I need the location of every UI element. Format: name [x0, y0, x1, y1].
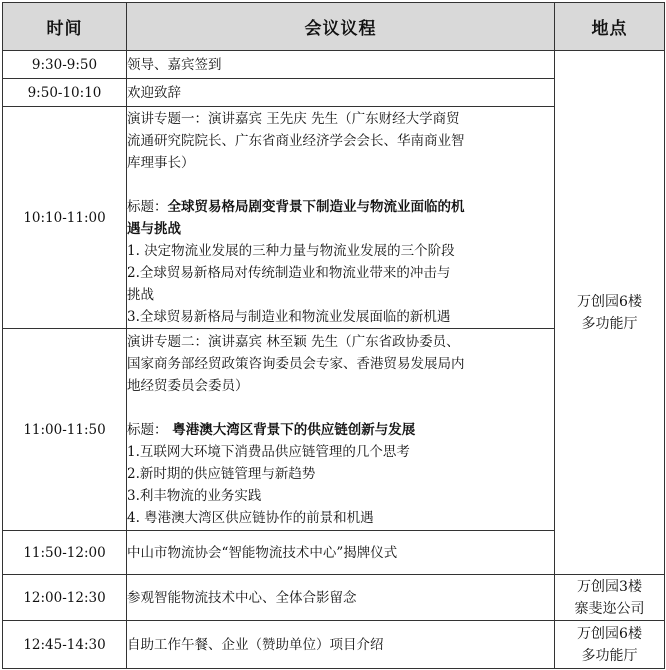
- table-row: [3, 575, 665, 621]
- spacer: [127, 174, 554, 196]
- agenda-cell: 参观智能物流技术中心、全体合影留念: [127, 575, 555, 621]
- agenda-cell: 欢迎致辞: [127, 79, 555, 107]
- talk-title: [127, 196, 554, 218]
- time-cell: 9:50-10:10: [3, 79, 127, 107]
- point-item: 1.互联网大环境下消费品供应链管理的几个思考: [127, 443, 410, 460]
- speaker-line: 流通研究院院长、广东省商业经济学会会长、华南商业智: [127, 132, 465, 149]
- header-row: [3, 3, 665, 51]
- location-line: 万创园3楼: [577, 578, 642, 595]
- agenda-cell-talk-2: [127, 329, 555, 531]
- title-label: 标题：: [127, 198, 168, 215]
- location-cell-lunch: [555, 621, 665, 669]
- title-label: 标题：: [127, 421, 168, 438]
- time-cell: 12:00-12:30: [3, 575, 127, 621]
- location-line: 多功能厅: [581, 647, 638, 664]
- speaker-line: 演讲专题一：演讲嘉宾 王先庆 先生（广东财经大学商贸: [127, 110, 460, 127]
- speaker-line: 国家商务部经贸政策咨询委员会专家、香港贸易发展局内: [127, 355, 465, 372]
- time-cell: 11:50-12:00: [3, 531, 127, 575]
- point-item: 1. 决定物流业发展的三种力量与物流业发展的三个阶段: [127, 242, 455, 259]
- location-line: 寨斐迩公司: [574, 600, 645, 617]
- agenda-cell: 中山市物流协会“智能物流技术中心”揭牌仪式: [127, 531, 555, 575]
- speaker-line: 演讲专题二：演讲嘉宾 林至颖 先生（广东省政协委员、: [127, 333, 460, 350]
- header-location: 地点: [555, 3, 665, 51]
- point-item: 2.全球贸易新格局对传统制造业和物流业带来的冲击与: [127, 264, 451, 281]
- table-row: [3, 621, 665, 669]
- talk-title: [127, 419, 554, 441]
- time-cell: 12:45-14:30: [3, 621, 127, 669]
- location-line: 万创园6楼: [577, 625, 642, 642]
- agenda-table: [2, 2, 665, 669]
- speaker-line: 地经贸委员会委员）: [127, 377, 249, 394]
- point-item: 3.利丰物流的业务实践: [127, 487, 262, 504]
- time-cell: 9:30-9:50: [3, 51, 127, 79]
- location-line: 多功能厅: [581, 315, 638, 332]
- table-row: [3, 51, 665, 79]
- title-text: 全球贸易格局剧变背景下制造业与物流业面临的机: [167, 198, 465, 215]
- point-item: 4. 粤港澳大湾区供应链协作的前景和机遇: [127, 509, 374, 526]
- point-item: 3.全球贸易新格局与制造业和物流业发展面临的新机遇: [127, 308, 451, 325]
- spacer: [127, 397, 554, 419]
- location-cell-visit: [555, 575, 665, 621]
- location-line: 万创园6楼: [577, 293, 642, 310]
- speaker-line: 库理事长）: [127, 154, 195, 171]
- title-text: 粤港澳大湾区背景下的供应链创新与发展: [167, 421, 416, 438]
- header-time: 时间: [3, 3, 127, 51]
- agenda-cell: 自助工作午餐、企业（赞助单位）项目介绍: [127, 621, 555, 669]
- header-agenda: 会议议程: [127, 3, 555, 51]
- title-text: 遇与挑战: [127, 220, 181, 237]
- agenda-cell: 领导、嘉宾签到: [127, 51, 555, 79]
- point-item: 2.新时期的供应链管理与新趋势: [127, 465, 316, 482]
- point-item: 挑战: [127, 286, 154, 303]
- time-cell: 11:00-11:50: [3, 329, 127, 531]
- time-cell: 10:10-11:00: [3, 107, 127, 329]
- agenda-cell-talk-1: [127, 107, 555, 329]
- location-cell-main: [555, 51, 665, 575]
